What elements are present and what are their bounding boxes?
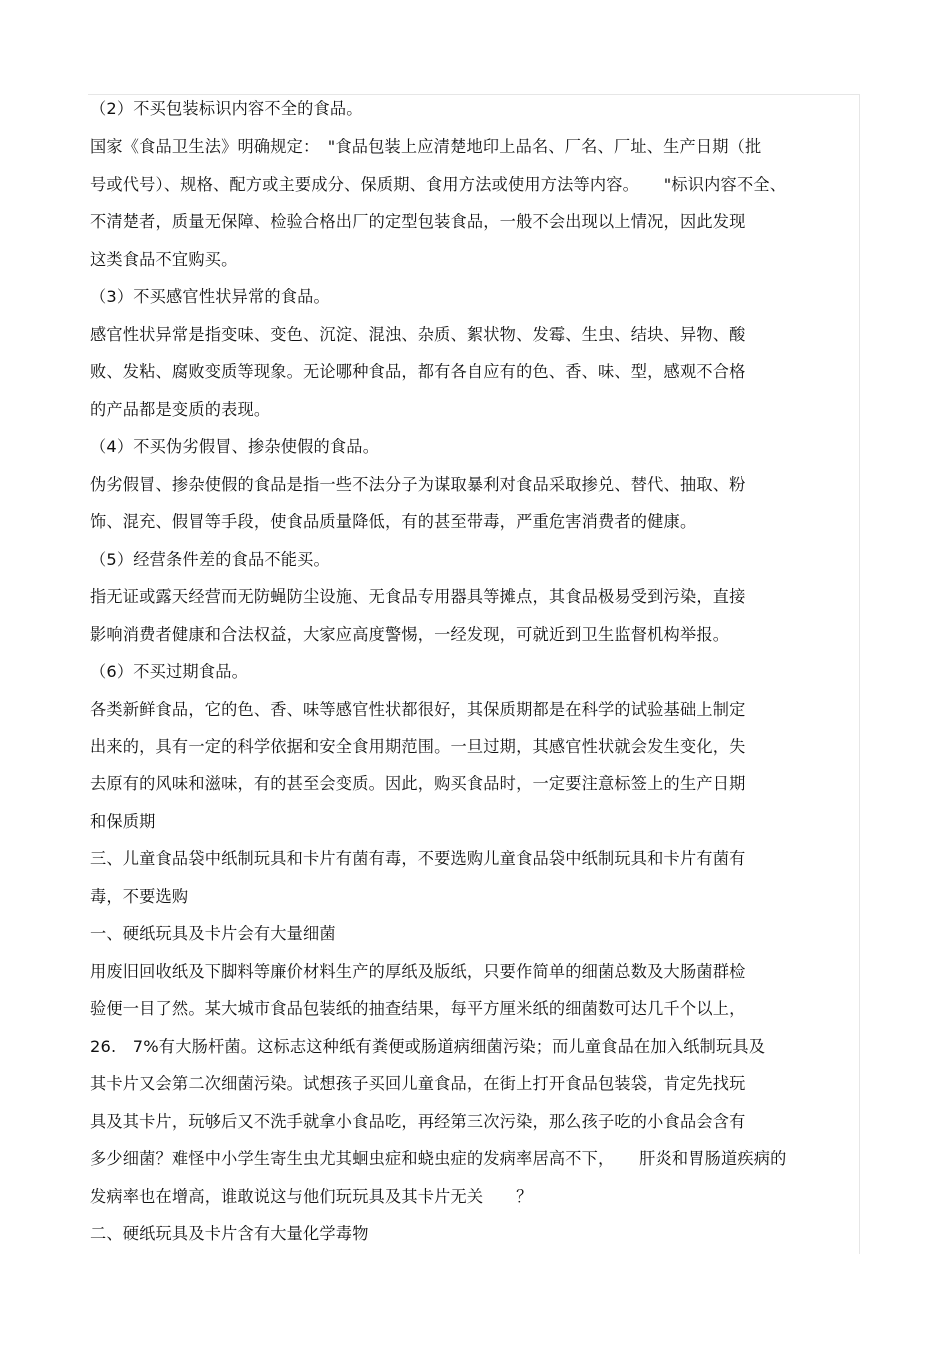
paragraph-line: 验便一目了然。某大城市食品包装纸的抽查结果，每平方厘米纸的细菌数可达几千个以上， (90, 999, 746, 1018)
paragraph-line: 影响消费者健康和合法权益，大家应高度警惕，一经发现，可就近到卫生监督机构举报。 (90, 625, 730, 644)
paragraph-line: 多少细菌？难怪中小学生寄生虫尤其蛔虫症和蛲虫症的发病率居高不下， 肝炎和胃肠道疾病的 (90, 1149, 787, 1168)
paragraph-line: 其卡片又会第二次细菌污染。试想孩子买回儿童食品，在街上打开食品包装袋，肯定先找玩 (90, 1074, 746, 1093)
heading-2: （2）不买包装标识内容不全的食品。 (90, 99, 363, 118)
paragraph-line: 用废旧回收纸及下脚料等廉价材料生产的厚纸及版纸，只要作简单的细菌总数及大肠菌群检 (90, 962, 746, 981)
heading-4: （4）不买伪劣假冒、掺杂使假的食品。 (90, 437, 380, 456)
paragraph-line: 和保质期 (90, 812, 156, 831)
paragraph-line: 具及其卡片，玩够后又不洗手就拿小食品吃，再经第三次污染，那么孩子吃的小食品会含有 (90, 1112, 746, 1131)
paragraph-line: 不清楚者，质量无保障、检验合格出厂的定型包装食品，一般不会出现以上情况，因此发现 (90, 212, 746, 231)
paragraph-line: 指无证或露天经营而无防蝇防尘设施、无食品专用器具等摊点，其食品极易受到污染，直接 (90, 587, 746, 606)
paragraph-line: 感官性状异常是指变味、变色、沉淀、混浊、杂质、絮状物、发霉、生虫、结块、异物、酸 (90, 325, 746, 344)
paragraph-line: 国家《食品卫生法》明确规定： "食品包装上应清楚地印上品名、厂名、厂址、生产日期（批 (90, 137, 762, 156)
heading-3: （3）不买感官性状异常的食品。 (90, 287, 330, 306)
heading-5: （5）经营条件差的食品不能买。 (90, 550, 330, 569)
paragraph-line: 这类食品不宜购买。 (90, 250, 238, 269)
paragraph-line: 各类新鲜食品，它的色、香、味等感官性状都很好，其保质期都是在科学的试验基础上制定 (90, 700, 746, 719)
paragraph-line: 去原有的风味和滋味，有的甚至会变质。因此，购买食品时，一定要注意标签上的生产日期 (90, 774, 746, 793)
paragraph-line: 26. 7%有大肠杆菌。这标志这种纸有粪便或肠道病细菌污染；而儿童食品在加入纸制玩具及 (90, 1037, 766, 1056)
paragraph-line: 的产品都是变质的表现。 (90, 400, 271, 419)
paragraph-line: 号或代号）、规格、配方或主要成分、保质期、食用方法或使用方法等内容。 "标识内容不全、 (90, 175, 787, 194)
subsection-title-1: 一、硬纸玩具及卡片会有大量细菌 (90, 924, 336, 943)
paragraph-line: 出来的，具有一定的科学依据和安全食用期范围。一旦过期，其感官性状就会发生变化，失 (90, 737, 746, 756)
subsection-title-2: 二、硬纸玩具及卡片含有大量化学毒物 (90, 1224, 369, 1243)
section-title-3: 三、儿童食品袋中纸制玩具和卡片有菌有毒，不要选购儿童食品袋中纸制玩具和卡片有菌有 (90, 849, 746, 868)
paragraph-line: 伪劣假冒、掺杂使假的食品是指一些不法分子为谋取暴利对食品采取掺兑、替代、抽取、粉 (90, 475, 746, 494)
paragraph-line: 败、发粘、腐败变质等现象。无论哪种食品，都有各自应有的色、香、味、型，感观不合格 (90, 362, 746, 381)
section-title-3-cont: 毒，不要选购 (90, 887, 189, 906)
paragraph-line: 发病率也在增高，谁敢说这与他们玩玩具及其卡片无关 ？ (90, 1187, 533, 1206)
paragraph-line: 饰、混充、假冒等手段，使食品质量降低，有的甚至带毒，严重危害消费者的健康。 (90, 512, 697, 531)
heading-6: （6）不买过期食品。 (90, 662, 248, 681)
